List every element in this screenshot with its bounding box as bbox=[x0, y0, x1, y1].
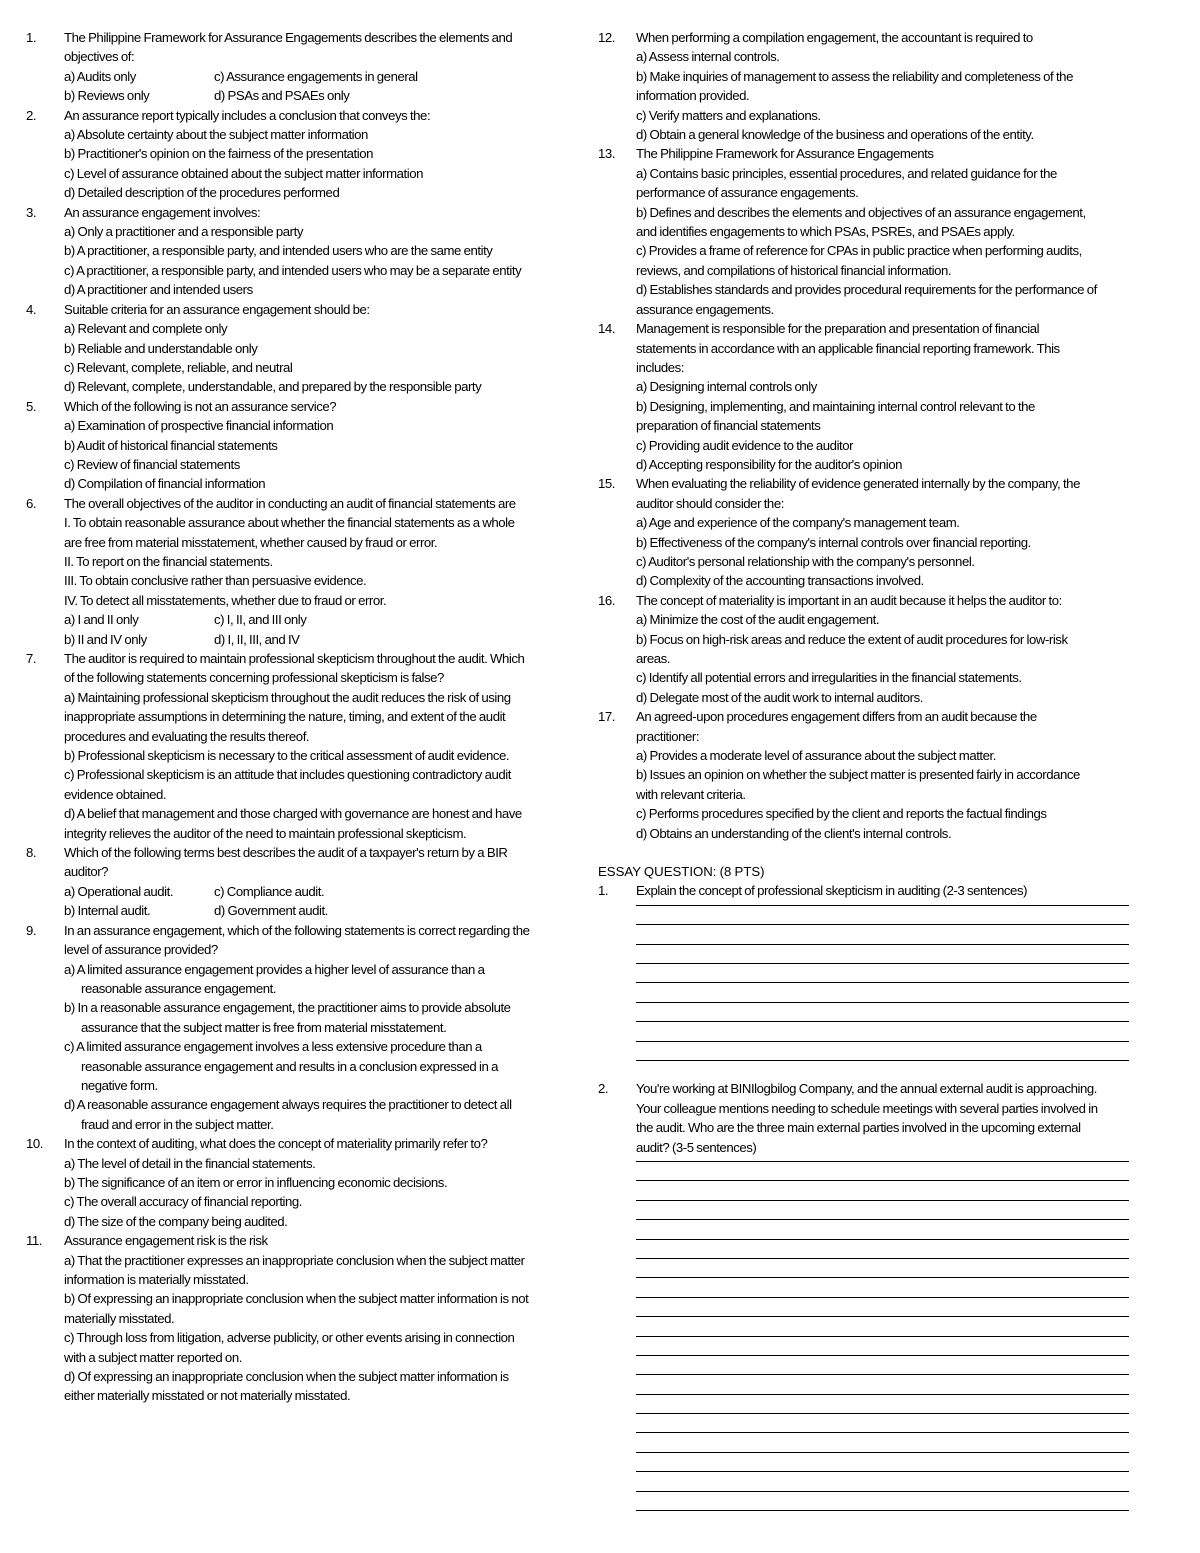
question-item bbox=[26, 649, 571, 843]
question-stem-line: Explain the concept of professional skepticism in auditing (2-3 sentences) bbox=[636, 883, 1028, 899]
question-stem-line: You're working at BINIlogbilog Company, and the annual external audit is approaching. bbox=[636, 1081, 1097, 1097]
question-body bbox=[636, 1079, 1143, 1157]
question-stem-line: An assurance engagement involves: bbox=[64, 204, 261, 220]
answer-option bbox=[64, 960, 571, 999]
question-stem-line: of the following statements concerning professional skepticism is false? bbox=[64, 670, 444, 686]
answer-option: d) Obtain a general knowledge of the business and operations of the entity. bbox=[636, 127, 1034, 143]
question-stem-line: the audit. Who are the three main external parties involved in the upcoming external bbox=[636, 1120, 1081, 1136]
essay-question bbox=[598, 1079, 1143, 1157]
answer-line bbox=[636, 1452, 1129, 1453]
answer-option: a) Assess internal controls. bbox=[636, 49, 780, 65]
answer-line bbox=[636, 1258, 1129, 1259]
question-item bbox=[26, 397, 571, 494]
answer-line bbox=[636, 1510, 1129, 1511]
answer-line bbox=[636, 963, 1129, 964]
answer-option: a) Absolute certainty about the subject matter information bbox=[64, 127, 368, 143]
answer-line bbox=[636, 1041, 1129, 1042]
answer-line bbox=[636, 1180, 1129, 1181]
question-stem-line: The Philippine Framework for Assurance Engagements describes the elements and bbox=[64, 30, 513, 45]
answer-line bbox=[636, 1432, 1129, 1433]
question-item bbox=[26, 494, 571, 649]
answer-option: information provided. bbox=[636, 88, 750, 104]
question-stem-line: are free from material misstatement, whether caused by fraud or error. bbox=[64, 534, 438, 550]
question-body bbox=[64, 300, 571, 397]
answer-option: b) The significance of an item or error in influencing economic decisions. bbox=[64, 1174, 448, 1190]
answer-line bbox=[636, 982, 1129, 983]
question-stem-line: The Philippine Framework for Assurance Engagements bbox=[636, 146, 934, 162]
answer-option: d) A belief that management and those charged with governance are honest and have bbox=[64, 806, 522, 822]
question-number: 3. bbox=[26, 204, 37, 220]
answer-line bbox=[636, 1413, 1129, 1414]
answer-option-line: c) A limited assurance engagement involves a less extensive procedure than a bbox=[64, 1039, 482, 1055]
question-item bbox=[26, 921, 571, 1134]
question-stem-line: When evaluating the reliability of evidence generated internally by the company, the bbox=[636, 476, 1080, 492]
answer-option: d) Compilation of financial information bbox=[64, 476, 266, 492]
question-number: 10. bbox=[26, 1136, 43, 1152]
answer-option: b) Defines and describes the elements and objectives of an assurance engagement, bbox=[636, 204, 1086, 220]
answer-option: d) Obtains an understanding of the client's internal controls. bbox=[636, 825, 952, 841]
question-body bbox=[64, 397, 571, 494]
answer-line bbox=[636, 1374, 1129, 1375]
answer-option-line: reasonable assurance engagement and results in a conclusion expressed in a bbox=[81, 1058, 498, 1074]
question-number: 7. bbox=[26, 651, 37, 666]
answer-option: integrity relieves the auditor of the need to maintain professional skepticism. bbox=[64, 825, 467, 841]
answer-option: b) Designing, implementing, and maintaining internal control relevant to the bbox=[636, 398, 1035, 414]
question-stem-line: The auditor is required to maintain professional skepticism throughout the audit. Which bbox=[64, 651, 525, 666]
question-number: 1. bbox=[598, 883, 609, 899]
question-body bbox=[636, 319, 1143, 474]
answer-option: a) The level of detail in the financial statements. bbox=[64, 1155, 316, 1171]
question-number: 17. bbox=[598, 709, 615, 725]
question-stem-line: Management is responsible for the preparation and presentation of financial bbox=[636, 321, 1040, 337]
question-stem-line: level of assurance provided? bbox=[64, 942, 218, 958]
question-stem-line: In the context of auditing, what does the concept of materiality primarily refer to? bbox=[64, 1136, 488, 1152]
question-item bbox=[598, 144, 1143, 319]
question-stem-line: Which of the following is not an assurance service? bbox=[64, 398, 337, 414]
answer-option: either materially misstated or not materially misstated. bbox=[64, 1388, 351, 1404]
answer-option bbox=[64, 998, 571, 1037]
essay-heading: ESSAY QUESTION: (8 PTS) bbox=[598, 864, 765, 880]
question-body bbox=[64, 106, 571, 203]
question-stem-line: objectives of: bbox=[64, 49, 135, 65]
answer-option-row bbox=[64, 882, 571, 901]
answer-option: areas. bbox=[636, 651, 670, 666]
answer-option: a) Maintaining professional skepticism throughout the audit reduces the risk of using bbox=[64, 689, 511, 705]
answer-option: d) Government audit. bbox=[214, 903, 328, 919]
question-item bbox=[26, 203, 571, 300]
answer-option: d) PSAs and PSAEs only bbox=[214, 88, 350, 104]
question-body bbox=[636, 707, 1143, 843]
answer-option: a) Designing internal controls only bbox=[636, 379, 817, 395]
question-body bbox=[636, 881, 1143, 900]
answer-line bbox=[636, 924, 1129, 925]
answer-option: materially misstated. bbox=[64, 1310, 175, 1326]
question-number: 11. bbox=[26, 1233, 43, 1249]
question-stem-line: II. To report on the financial statements. bbox=[64, 553, 273, 569]
question-body bbox=[64, 921, 571, 1134]
answer-line bbox=[636, 1219, 1129, 1220]
question-number: 12. bbox=[598, 30, 615, 45]
answer-option-line: a) A limited assurance engagement provides a higher level of assurance than a bbox=[64, 961, 485, 977]
question-item bbox=[26, 1231, 571, 1406]
question-item bbox=[26, 106, 571, 203]
answer-line bbox=[636, 1002, 1129, 1003]
answer-option: a) Contains basic principles, essential procedures, and related guidance for the bbox=[636, 165, 1057, 181]
answer-option-line: d) A reasonable assurance engagement always requires the practitioner to detect all bbox=[64, 1097, 512, 1113]
answer-option: c) Relevant, complete, reliable, and neutral bbox=[64, 359, 293, 375]
right-column bbox=[598, 28, 1143, 1529]
answer-option: b) Issues an opinion on whether the subject matter is presented fairly in accordance bbox=[636, 767, 1080, 783]
answer-option: d) Delegate most of the audit work to internal auditors. bbox=[636, 689, 923, 705]
question-item bbox=[598, 28, 1143, 144]
answer-option-row bbox=[64, 86, 571, 105]
answer-option: assurance engagements. bbox=[636, 301, 774, 317]
answer-option: a) Operational audit. bbox=[64, 883, 174, 899]
answer-option: b) Make inquiries of management to assess the reliability and completeness of the bbox=[636, 68, 1073, 84]
question-stem-line: auditor should consider the: bbox=[636, 495, 784, 511]
question-stem-line: When performing a compilation engagement, the accountant is required to bbox=[636, 30, 1033, 45]
question-number: 13. bbox=[598, 146, 615, 162]
answer-option: with a subject matter reported on. bbox=[64, 1349, 242, 1365]
answer-option-line: b) In a reasonable assurance engagement, the practitioner aims to provide absolute bbox=[64, 1000, 511, 1016]
question-stem-line: IV. To detect all misstatements, whether due to fraud or error. bbox=[64, 592, 387, 608]
answer-option: d) I, II, III, and IV bbox=[214, 631, 300, 647]
answer-option: a) Examination of prospective financial information bbox=[64, 418, 334, 434]
answer-option: inappropriate assumptions in determining the nature, timing, and extent of the audit bbox=[64, 709, 506, 725]
answer-option: b) Reviews only bbox=[64, 88, 150, 104]
question-number: 14. bbox=[598, 321, 615, 337]
answer-option: preparation of financial statements bbox=[636, 418, 821, 434]
answer-option: c) Providing audit evidence to the auditor bbox=[636, 437, 854, 453]
question-stem-line: Assurance engagement risk is the risk bbox=[64, 1233, 268, 1249]
answer-option: b) Audit of historical financial statements bbox=[64, 437, 278, 453]
answer-option: c) Verify matters and explanations. bbox=[636, 107, 821, 123]
question-stem-line: In an assurance engagement, which of the following statements is correct regarding the bbox=[64, 922, 530, 938]
answer-option-line: fraud and error in the subject matter. bbox=[81, 1116, 274, 1132]
left-column bbox=[26, 28, 571, 1406]
answer-option: c) Through loss from litigation, adverse publicity, or other events arising in connection bbox=[64, 1330, 515, 1346]
question-number: 1. bbox=[26, 30, 37, 45]
answer-option: c) Professional skepticism is an attitude that includes questioning contradictory audit bbox=[64, 767, 511, 783]
answer-option: c) I, II, and III only bbox=[214, 612, 307, 628]
answer-option: c) Compliance audit. bbox=[214, 883, 325, 899]
answer-option-row bbox=[64, 630, 571, 649]
answer-option: d) Accepting responsibility for the auditor's opinion bbox=[636, 456, 902, 472]
question-number: 4. bbox=[26, 301, 37, 317]
answer-option: performance of assurance engagements. bbox=[636, 185, 859, 201]
answer-line bbox=[636, 1060, 1129, 1061]
question-body bbox=[636, 591, 1143, 707]
essay-question bbox=[598, 881, 1143, 900]
question-number: 2. bbox=[26, 107, 37, 123]
answer-line bbox=[636, 1161, 1129, 1162]
question-number: 9. bbox=[26, 922, 37, 938]
answer-line bbox=[636, 1021, 1129, 1022]
answer-option: b) Of expressing an inappropriate conclusion when the subject matter information is not bbox=[64, 1291, 529, 1307]
question-stem-line: auditor? bbox=[64, 864, 109, 880]
question-stem-line: An agreed-upon procedures engagement differs from an audit because the bbox=[636, 709, 1037, 725]
answer-option: c) Assurance engagements in general bbox=[214, 68, 418, 84]
answer-option: b) Practitioner's opinion on the fairness of the presentation bbox=[64, 146, 374, 162]
answer-option: and identifies engagements to which PSAs, PSREs, and PSAEs apply. bbox=[636, 224, 1015, 240]
answer-option: d) Of expressing an inappropriate conclusion when the subject matter information is bbox=[64, 1369, 509, 1385]
answer-option: procedures and evaluating the results thereof. bbox=[64, 728, 310, 744]
question-body bbox=[64, 28, 571, 106]
answer-option: a) Minimize the cost of the audit engagement. bbox=[636, 612, 880, 628]
question-item bbox=[26, 300, 571, 397]
answer-line bbox=[636, 1200, 1129, 1201]
question-body bbox=[64, 203, 571, 300]
question-number: 8. bbox=[26, 845, 37, 861]
question-body bbox=[636, 474, 1143, 590]
question-number: 15. bbox=[598, 476, 615, 492]
answer-option: c) Auditor's personal relationship with the company's personnel. bbox=[636, 553, 975, 569]
answer-option: c) Level of assurance obtained about the subject matter information bbox=[64, 165, 424, 181]
answer-line bbox=[636, 1277, 1129, 1278]
answer-option: d) The size of the company being audited. bbox=[64, 1213, 288, 1229]
answer-lines bbox=[598, 901, 1143, 1061]
answer-option: a) That the practitioner expresses an inappropriate conclusion when the subject matter bbox=[64, 1252, 525, 1268]
answer-option: c) Provides a frame of reference for CPAs in public practice when performing audits, bbox=[636, 243, 1082, 259]
answer-option: c) Identify all potential errors and irregularities in the financial statements. bbox=[636, 670, 1022, 686]
question-stem-line: practitioner: bbox=[636, 728, 700, 744]
answer-option: a) Age and experience of the company's management team. bbox=[636, 515, 960, 531]
answer-line bbox=[636, 905, 1129, 906]
question-body bbox=[64, 649, 571, 843]
answer-line bbox=[636, 1297, 1129, 1298]
question-body bbox=[64, 1231, 571, 1406]
question-stem-line: audit? (3-5 sentences) bbox=[636, 1139, 757, 1155]
answer-option: evidence obtained. bbox=[64, 786, 167, 802]
answer-line bbox=[636, 1355, 1129, 1356]
question-stem-line: statements in accordance with an applicable financial reporting framework. This bbox=[636, 340, 1060, 356]
answer-option: a) Audits only bbox=[64, 68, 136, 84]
answer-line bbox=[636, 1471, 1129, 1472]
answer-option bbox=[64, 1037, 571, 1095]
question-stem-line: Suitable criteria for an assurance engagement should be: bbox=[64, 301, 370, 317]
answer-line bbox=[636, 1316, 1129, 1317]
question-body bbox=[64, 1134, 571, 1231]
answer-option: reviews, and compilations of historical financial information. bbox=[636, 262, 952, 278]
answer-option: c) Performs procedures specified by the client and reports the factual findings bbox=[636, 806, 1047, 822]
question-item bbox=[598, 474, 1143, 590]
answer-option: b) Professional skepticism is necessary to the critical assessment of audit evidence. bbox=[64, 748, 510, 764]
answer-line bbox=[636, 1239, 1129, 1240]
answer-lines bbox=[598, 1157, 1143, 1511]
question-item bbox=[598, 319, 1143, 474]
question-item bbox=[26, 1134, 571, 1231]
answer-option bbox=[64, 1095, 571, 1134]
answer-option: b) A practitioner, a responsible party, and intended users who are the same entity bbox=[64, 243, 493, 259]
answer-option: d) A practitioner and intended users bbox=[64, 282, 253, 298]
answer-option-row bbox=[64, 901, 571, 920]
question-item bbox=[26, 28, 571, 106]
answer-option: c) Review of financial statements bbox=[64, 456, 240, 472]
answer-option: with relevant criteria. bbox=[636, 786, 746, 802]
answer-option: d) Detailed description of the procedures performed bbox=[64, 185, 340, 201]
question-stem-line: The concept of materiality is important in an audit because it helps the auditor to: bbox=[636, 592, 1062, 608]
question-body bbox=[636, 144, 1143, 319]
question-number: 16. bbox=[598, 592, 615, 608]
answer-option-row bbox=[64, 610, 571, 629]
answer-option-line: negative form. bbox=[81, 1077, 158, 1093]
question-item bbox=[26, 843, 571, 921]
question-item bbox=[598, 707, 1143, 843]
question-stem-line: I. To obtain reasonable assurance about whether the financial statements as a whole bbox=[64, 515, 515, 531]
answer-option: a) I and II only bbox=[64, 612, 139, 628]
question-body bbox=[636, 28, 1143, 144]
question-item bbox=[598, 591, 1143, 707]
question-number: 6. bbox=[26, 495, 37, 511]
answer-line bbox=[636, 1491, 1129, 1492]
answer-option: information is materially misstated. bbox=[64, 1272, 249, 1287]
answer-option: d) Complexity of the accounting transactions involved. bbox=[636, 573, 924, 589]
answer-option: c) The overall accuracy of financial reporting. bbox=[64, 1194, 303, 1210]
question-number: 5. bbox=[26, 398, 37, 414]
answer-option-line: reasonable assurance engagement. bbox=[81, 980, 277, 996]
answer-option: a) Relevant and complete only bbox=[64, 321, 228, 337]
question-stem-line: Which of the following terms best describes the audit of a taxpayer's return by a BIR bbox=[64, 845, 508, 861]
question-stem-line: Your colleague mentions needing to schedule meetings with several parties involved in bbox=[636, 1100, 1098, 1116]
answer-option: d) Relevant, complete, understandable, and prepared by the responsible party bbox=[64, 379, 482, 395]
answer-line bbox=[636, 1336, 1129, 1337]
answer-line bbox=[636, 944, 1129, 945]
answer-option: b) Reliable and understandable only bbox=[64, 340, 258, 356]
answer-option-row bbox=[64, 67, 571, 86]
answer-option: b) II and IV only bbox=[64, 631, 147, 647]
question-number: 2. bbox=[598, 1081, 609, 1097]
answer-option: c) A practitioner, a responsible party, and intended users who may be a separate entity bbox=[64, 262, 522, 278]
answer-option: a) Provides a moderate level of assurance about the subject matter. bbox=[636, 748, 996, 764]
question-stem-line: III. To obtain conclusive rather than persuasive evidence. bbox=[64, 573, 367, 589]
answer-option-line: assurance that the subject matter is free from material misstatement. bbox=[81, 1019, 447, 1035]
answer-option: b) Internal audit. bbox=[64, 903, 151, 919]
answer-option: b) Effectiveness of the company's internal controls over financial reporting. bbox=[636, 534, 1031, 550]
question-stem-line: An assurance report typically includes a conclusion that conveys the: bbox=[64, 107, 431, 123]
question-stem-line: includes: bbox=[636, 359, 684, 375]
question-body bbox=[64, 494, 571, 649]
question-body bbox=[64, 843, 571, 921]
answer-option: b) Focus on high-risk areas and reduce the extent of audit procedures for low-risk bbox=[636, 631, 1068, 647]
question-stem-line: The overall objectives of the auditor in conducting an audit of financial statements are bbox=[64, 495, 516, 511]
answer-option: a) Only a practitioner and a responsible party bbox=[64, 224, 303, 240]
answer-option: d) Establishes standards and provides procedural requirements for the performance of bbox=[636, 282, 1097, 298]
answer-line bbox=[636, 1394, 1129, 1395]
